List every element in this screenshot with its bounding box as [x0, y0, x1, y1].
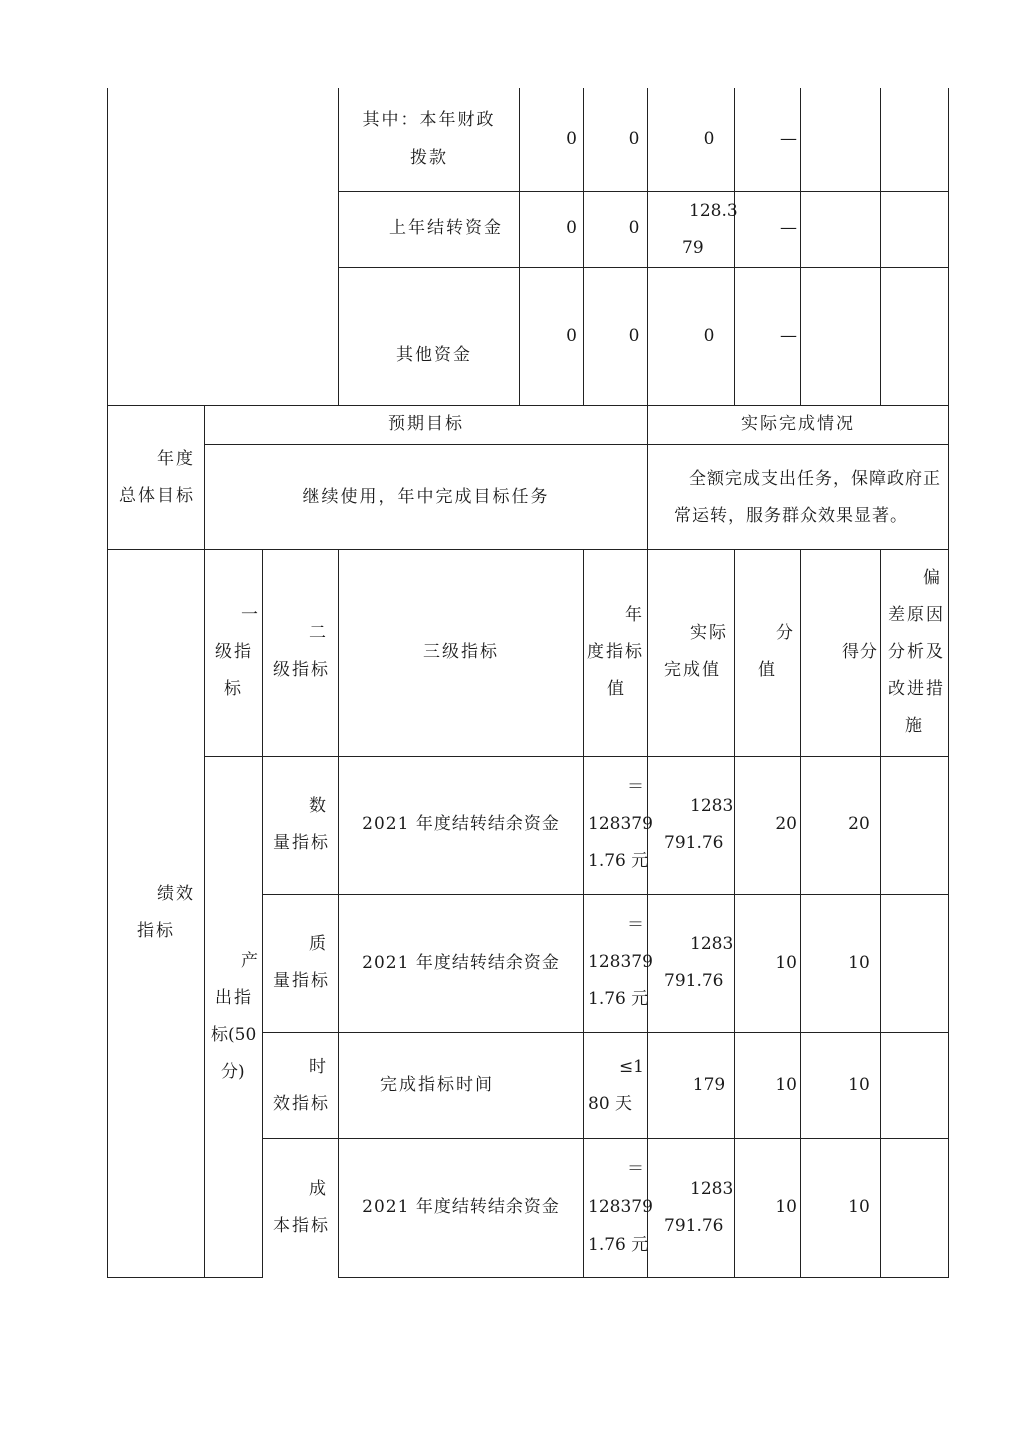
target-value: ＝ — [627, 915, 644, 935]
indicator-name: 2021 年度结转结余资金 — [362, 953, 560, 973]
expected-goal-text: 继续使用，年中完成目标任务 — [302, 487, 550, 507]
target-value: ＝ — [627, 1159, 644, 1179]
score-value: 10 — [848, 1197, 870, 1217]
header-level1: 级指 — [215, 642, 253, 662]
grid-line — [262, 1138, 949, 1139]
annual-goal-label-line2: 总体目标 — [119, 486, 195, 506]
funding-label: 其他资金 — [396, 345, 472, 365]
header-points: 分 — [776, 623, 795, 643]
header-deviation: 改进措 — [888, 679, 945, 699]
header-level2: 级指标 — [273, 660, 330, 680]
category-label: 量指标 — [273, 833, 330, 853]
target-value: ＝ — [627, 777, 644, 797]
target-value: 128379 — [588, 952, 653, 972]
grid-line — [262, 549, 263, 1278]
funding-value-line2: 79 — [682, 238, 704, 258]
grid-line — [262, 894, 949, 895]
header-points: 值 — [758, 660, 777, 680]
category-label: 本指标 — [273, 1216, 330, 1236]
header-deviation: 分析及 — [888, 642, 945, 662]
actual-value: 791.76 — [664, 971, 724, 991]
header-level3: 三级指标 — [423, 642, 499, 662]
output-indicator-label: 出指 — [215, 988, 253, 1008]
category-label: 时 — [309, 1057, 328, 1077]
header-annual-target: 值 — [607, 679, 626, 699]
funding-label-line1: 其中：本年财政 — [362, 110, 496, 130]
expected-goal-header: 预期目标 — [388, 414, 464, 434]
indicator-name: 2021 年度结转结余资金 — [362, 1197, 560, 1217]
actual-value: 791.76 — [664, 833, 724, 853]
target-value: 1.76 元 — [588, 989, 649, 1009]
grid-line — [204, 756, 949, 757]
header-level2: 二 — [309, 623, 328, 643]
category-label: 数 — [309, 796, 328, 816]
indicator-name: 2021 年度结转结余资金 — [362, 814, 560, 834]
grid-line — [880, 549, 881, 1278]
header-annual-target: 年 — [625, 605, 644, 625]
target-value: 128379 — [588, 1197, 653, 1217]
grid-line — [338, 88, 339, 406]
actual-value: 179 — [692, 1075, 726, 1095]
funding-dash: — — [780, 218, 797, 238]
indicator-name: 完成指标时间 — [380, 1075, 494, 1095]
header-actual-value: 实际 — [690, 623, 728, 643]
funding-label-line2: 拨款 — [410, 148, 448, 168]
grid-line — [647, 549, 648, 1278]
funding-value-line1: 128.3 — [689, 201, 738, 221]
points-value: 20 — [775, 814, 797, 834]
score-value: 10 — [848, 953, 870, 973]
header-level1: 标 — [224, 679, 243, 699]
category-label: 量指标 — [273, 971, 330, 991]
funding-label: 上年结转资金 — [389, 218, 503, 238]
header-annual-target: 度指标 — [587, 642, 644, 662]
funding-value: 0 — [703, 129, 715, 149]
actual-value: 1283 — [690, 1179, 734, 1199]
funding-value: 0 — [628, 129, 640, 149]
header-deviation: 偏 — [923, 568, 942, 588]
funding-value: 0 — [566, 129, 577, 149]
grid-line — [204, 405, 205, 1278]
grid-line — [262, 1032, 949, 1033]
target-value: 1.76 元 — [588, 851, 649, 871]
grid-line — [734, 549, 735, 1278]
points-value: 10 — [775, 1075, 797, 1095]
target-value: ≤1 — [618, 1057, 644, 1077]
header-score: 得分 — [842, 642, 878, 662]
funding-dash: — — [780, 129, 797, 149]
target-value: 1.76 元 — [588, 1235, 649, 1255]
funding-dash: — — [780, 326, 797, 346]
actual-value: 791.76 — [664, 1216, 724, 1236]
performance-label-line1: 绩效 — [157, 884, 195, 904]
actual-completion-header: 实际完成情况 — [741, 414, 855, 434]
target-value: 80 天 — [588, 1094, 633, 1114]
header-deviation: 差原因 — [888, 605, 945, 625]
table-border-left — [107, 88, 108, 1278]
target-value: 128379 — [588, 814, 653, 834]
table-border-bottom — [338, 1277, 949, 1278]
header-level1: 一 — [241, 605, 260, 625]
grid-line — [204, 444, 949, 445]
funding-value: 0 — [566, 218, 577, 238]
grid-line — [800, 88, 801, 406]
score-value: 20 — [848, 814, 870, 834]
category-label: 质 — [309, 934, 328, 954]
funding-value: 0 — [628, 218, 640, 238]
output-indicator-label: 分) — [221, 1062, 245, 1082]
output-indicator-label: 产 — [241, 951, 260, 971]
grid-line — [880, 88, 881, 406]
score-value: 10 — [848, 1075, 870, 1095]
header-deviation: 施 — [905, 716, 924, 736]
category-label: 成 — [309, 1179, 328, 1199]
points-value: 10 — [775, 953, 797, 973]
grid-line — [338, 191, 949, 192]
points-value: 10 — [775, 1197, 797, 1217]
actual-completion-line1: 全额完成支出任务，保障政府正 — [689, 469, 941, 489]
funding-value: 0 — [566, 326, 577, 346]
grid-line — [107, 549, 949, 550]
grid-line — [338, 267, 949, 268]
annual-goal-label-line1: 年度 — [157, 449, 195, 469]
header-actual-value: 完成值 — [664, 660, 721, 680]
output-indicator-label: 标(50 — [211, 1025, 257, 1045]
actual-completion-line2: 常运转，服务群众效果显著。 — [674, 506, 908, 526]
funding-value: 0 — [628, 326, 640, 346]
funding-value: 0 — [703, 326, 715, 346]
performance-label-line2: 指标 — [137, 921, 175, 941]
category-label: 效指标 — [273, 1094, 330, 1114]
actual-value: 1283 — [690, 796, 734, 816]
table-border-bottom — [107, 1277, 263, 1278]
actual-value: 1283 — [690, 934, 734, 954]
